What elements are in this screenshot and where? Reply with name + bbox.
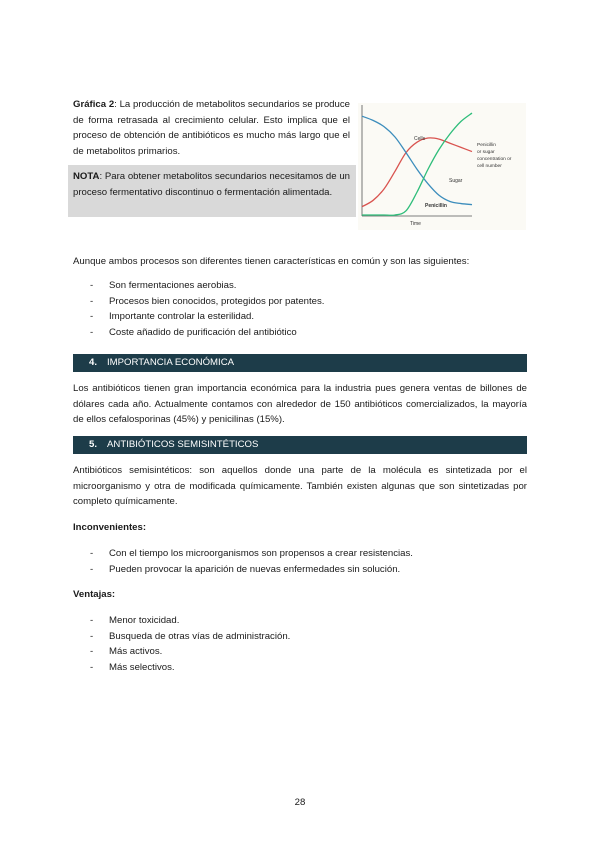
list-dash: -: [90, 615, 94, 626]
growth-chart: [358, 103, 526, 230]
figure-caption-label: Gráfica 2: [73, 99, 115, 110]
figure-caption: [73, 97, 350, 159]
y-label-line-1: Penicillin: [477, 143, 496, 148]
inconvenientes-list: [90, 546, 520, 577]
list-dash: -: [90, 326, 94, 338]
list-item: [90, 309, 520, 325]
list-item-text: Más activos.: [109, 646, 163, 657]
list-dash: -: [90, 280, 94, 291]
note-paragraph: [73, 169, 350, 200]
ventajas-list: [90, 613, 520, 675]
y-label-line-4: cell number: [477, 164, 502, 169]
list-dash: -: [90, 661, 94, 673]
growth-chart-svg: [358, 103, 526, 230]
section-5-paragraph: Antibióticos semisintéticos: son aquellos donde una parte de la molécula es sintetizada por el microorganismo y otra de modificada químicamente. También existen algunas que son sintetizadas por completo químicamente.: [73, 465, 527, 507]
list-item-text: Importante controlar la esterilidad.: [109, 311, 255, 322]
list-item: [90, 325, 520, 341]
label-sugar: Sugar: [449, 178, 463, 184]
ventajas-heading: Ventajas:: [73, 589, 116, 600]
list-dash: -: [90, 295, 94, 307]
page-number: 28: [294, 797, 306, 808]
list-item-text: Más selectivos.: [109, 661, 175, 673]
list-item: [90, 613, 520, 629]
list-item: [90, 644, 520, 660]
label-cells: Cells: [414, 136, 426, 142]
list-item-text: Con el tiempo los microorganismos son propensos a crear resistencias.: [109, 548, 413, 559]
inconvenientes-heading: Inconvenientes:: [73, 522, 147, 533]
list-item-text: Busqueda de otras vías de administración.: [109, 630, 291, 642]
section-4-paragraph: Los antibióticos tienen gran importancia económica para la industria pues genera ventas de billones de dólares cada año. Actualmente contamos con alrededor de 150 antibióticos comercializados, la mayoría de ellos cefalosporinas (45%) y penicilinas (15%).: [73, 383, 527, 425]
list-dash: -: [90, 646, 94, 657]
list-item: [90, 629, 520, 645]
section-5-title: ANTIBIÓTICOS SEMISINTÉTICOS: [107, 439, 259, 450]
list-dash: -: [90, 563, 94, 575]
section-5-number: 5.: [89, 439, 98, 450]
list-item: [90, 562, 520, 578]
list-item: [90, 278, 520, 294]
list-item: [90, 546, 520, 562]
intro-paragraph: Aunque ambos procesos son diferentes tienen características en común y son las siguientes:: [73, 256, 470, 267]
intro-list: [90, 278, 520, 340]
list-item: [90, 660, 520, 676]
x-axis-label: Time: [410, 221, 421, 227]
section-4-title: IMPORTANCIA ECONÓMICA: [107, 357, 235, 368]
list-dash: -: [90, 630, 94, 642]
note-label: NOTA: [73, 171, 100, 182]
list-item-text: Menor toxicidad.: [109, 615, 180, 626]
list-item-text: Pueden provocar la aparición de nuevas enfermedades sin solución.: [109, 563, 401, 575]
list-dash: -: [90, 311, 94, 322]
section-4-heading: [73, 354, 527, 372]
note-text: : Para obtener metabolitos secundarios necesitamos de un proceso fermentativo discontinuo o fermentación alimentada.: [73, 171, 350, 198]
label-penicillin: Penicillin: [425, 203, 447, 209]
list-item: [90, 294, 520, 310]
figure-caption-text: : La producción de metabolitos secundarios se produce de forma retrasada al crecimiento celular. Esto implica que el proceso de obtención de antibióticos es mucho más largo que el de metabolitos primarios.: [73, 99, 350, 157]
section-5-heading: [73, 436, 527, 454]
list-item-text: Procesos bien conocidos, protegidos por patentes.: [109, 295, 325, 307]
list-item-text: Coste añadido de purificación del antibiótico: [109, 326, 297, 338]
y-label-line-3: concentration or: [477, 157, 512, 162]
section-4-number: 4.: [89, 357, 98, 368]
list-dash: -: [90, 548, 94, 559]
list-item-text: Son fermentaciones aerobias.: [109, 280, 237, 291]
y-label-line-2: or sugar: [477, 150, 495, 155]
note-box: [68, 165, 356, 217]
